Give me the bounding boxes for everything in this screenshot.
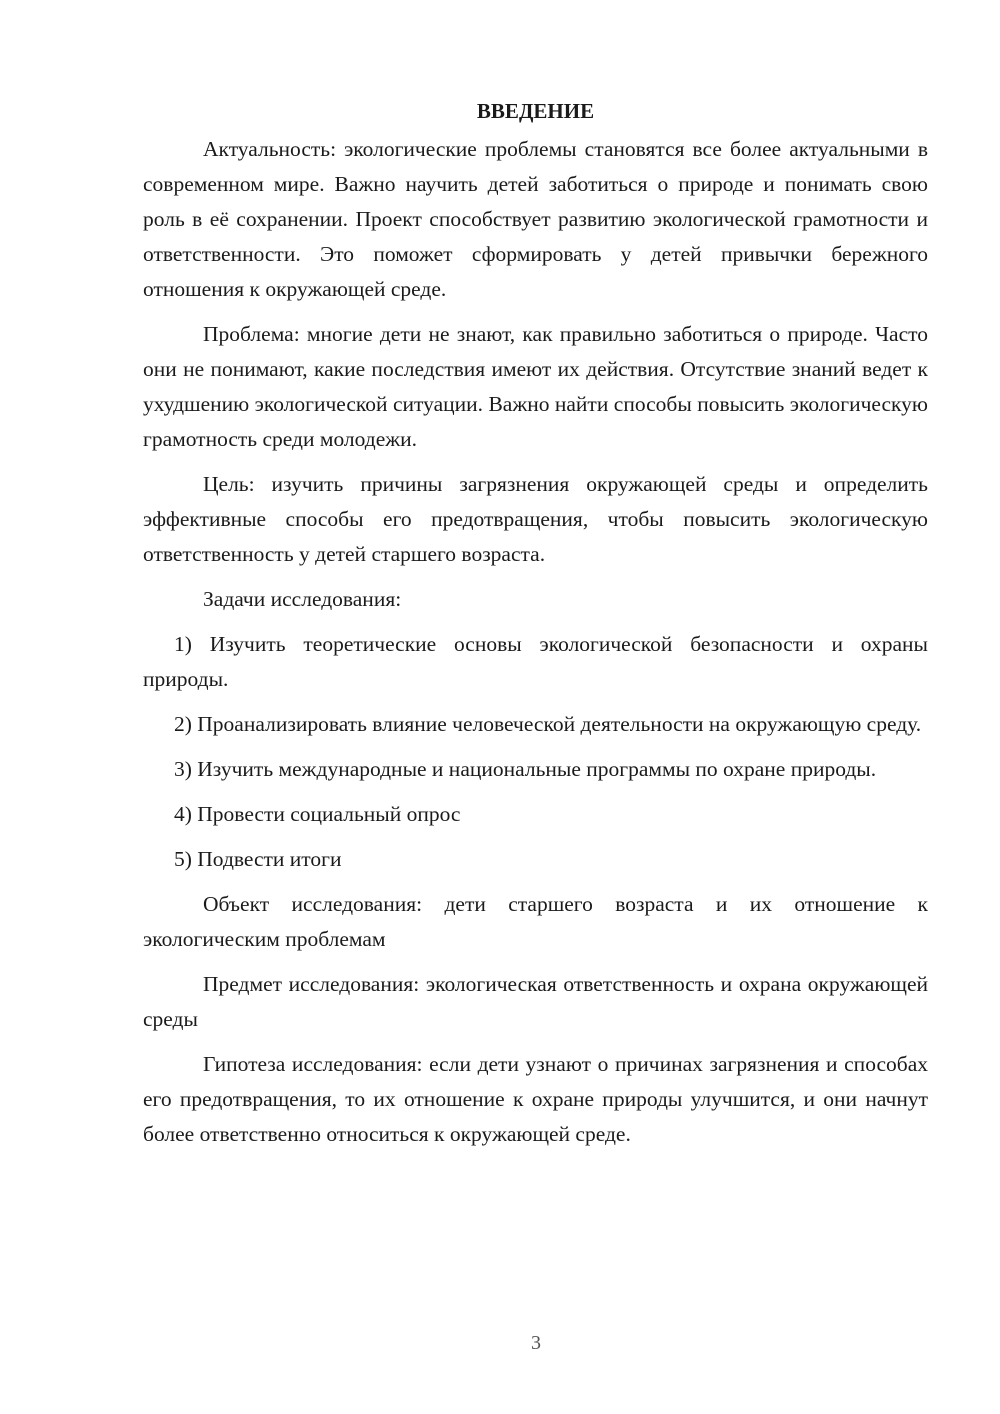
object-paragraph: Объект исследования: дети старшего возраста и их отношение к экологическим проблемам	[143, 892, 928, 951]
page-number: 3	[531, 1332, 541, 1354]
task-item: 2) Проанализировать влияние человеческой деятельности на окружающую среду.	[174, 712, 922, 736]
problem-paragraph: Проблема: многие дети не знают, как правильно заботиться о природе. Часто они не понимают, какие последствия имеют их действия. Отсутствие знаний ведет к ухудшению экологической ситуации. Важно найти способы повысить экологическую грамотность среди молодежи.	[143, 322, 928, 451]
tasks-heading: Задачи исследования:	[203, 587, 402, 611]
subject-paragraph: Предмет исследования: экологическая ответственность и охрана окружающей среды	[143, 972, 928, 1031]
document-page	[143, 94, 928, 1152]
task-item: 3) Изучить международные и национальные программы по охране природы.	[174, 757, 877, 781]
task-item: 1) Изучить теоретические основы экологической безопасности и охраны природы.	[143, 632, 928, 691]
relevance-paragraph: Актуальность: экологические проблемы становятся все более актуальными в современном мире. Важно научить детей заботиться о природе и понимать свою роль в её сохранении. Проект способствует развитию экологической грамотности и ответственности. Это поможет сформировать у детей привычки бережного отношения к окружающей среде.	[143, 137, 928, 301]
page-title: ВВЕДЕНИЕ	[476, 99, 595, 123]
hypothesis-paragraph: Гипотеза исследования: если дети узнают о причинах загрязнения и способах его предотвращения, то их отношение к охране природы улучшится, и они начнут более ответственно относиться к окружающей среде.	[143, 1052, 928, 1146]
task-item: 4) Провести социальный опрос	[174, 802, 461, 826]
task-item: 5) Подвести итоги	[174, 847, 342, 871]
goal-paragraph: Цель: изучить причины загрязнения окружающей среды и определить эффективные способы его предотвращения, чтобы повысить экологическую ответственность у детей старшего возраста.	[143, 472, 928, 566]
